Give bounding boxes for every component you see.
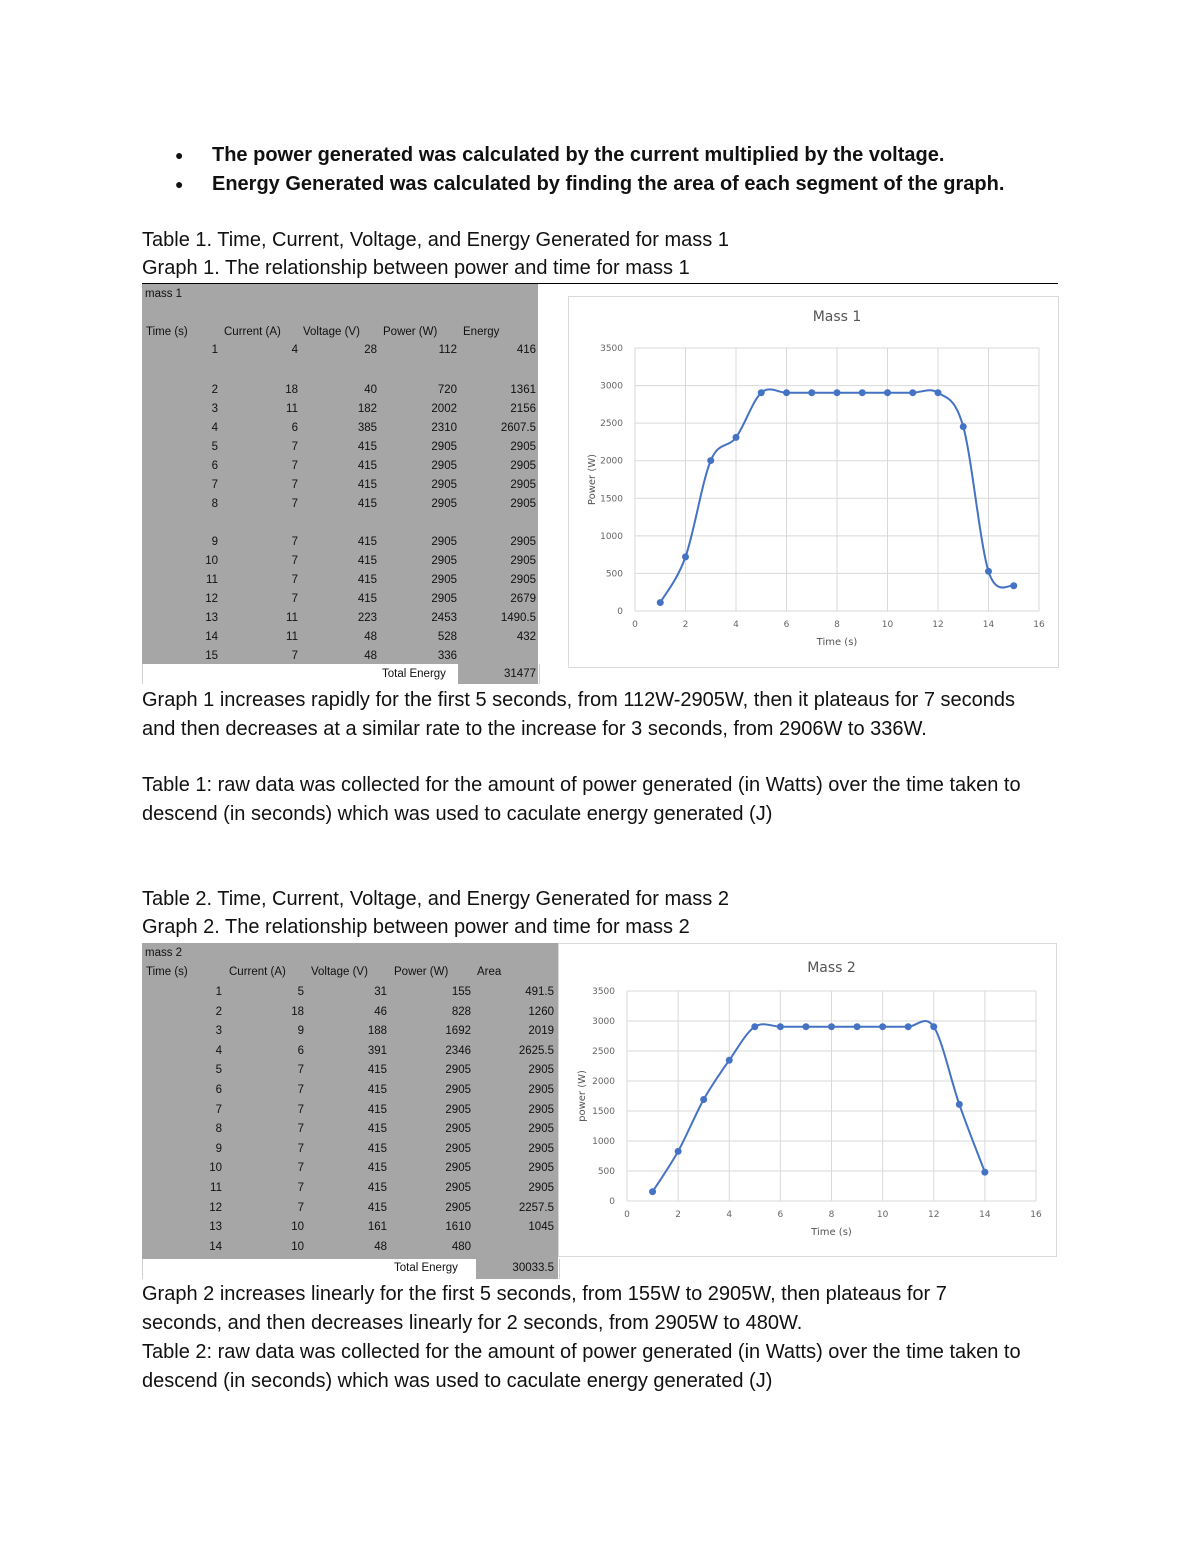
graph1-caption: Graph 1. The relationship between power and time for mass 1: [142, 257, 690, 279]
data-point: [808, 389, 815, 396]
table2-cell: 415: [367, 1084, 387, 1096]
table1-cell: 2905: [431, 460, 457, 472]
table2-cell: 7: [297, 1084, 304, 1096]
table2-cell: 2905: [528, 1142, 554, 1155]
table1-cell: 2905: [510, 460, 536, 472]
table2-cell: 7: [297, 1162, 304, 1175]
x-axis-label: Time (s): [816, 637, 858, 648]
table2-cell: 2625.5: [518, 1044, 554, 1057]
table1-cell: 13: [205, 612, 218, 624]
table2-cell: 10: [209, 1162, 222, 1175]
table2-cell: 480: [451, 1240, 471, 1253]
table2-cell: 415: [367, 1201, 387, 1214]
table2-cell: 2905: [528, 1123, 554, 1136]
table2-cell: 4: [215, 1044, 222, 1057]
table2-cell: 161: [367, 1221, 387, 1234]
table1-cell: 18: [285, 384, 298, 396]
data-point: [657, 599, 664, 606]
table2-cell: 10: [291, 1240, 304, 1253]
data-point: [884, 389, 891, 396]
table2-cell: 12: [209, 1201, 222, 1214]
table1-cell: 4: [291, 344, 298, 356]
data-point: [802, 1023, 809, 1030]
table2-cell: 10: [291, 1221, 304, 1234]
table2-cell: 2905: [445, 1103, 471, 1116]
x-tick-label: 6: [783, 620, 790, 630]
method-bullets: [175, 141, 1025, 199]
table1-header: Voltage (V): [303, 326, 360, 338]
data-point: [854, 1023, 861, 1030]
y-axis-label: Power (W): [587, 453, 598, 506]
table1-cell: 9: [211, 536, 218, 548]
table2-cell: 7: [297, 1201, 304, 1214]
x-tick-label: 12: [932, 620, 944, 630]
table1-cell: 2: [211, 384, 218, 396]
table1-cell: 8: [211, 498, 218, 510]
table1-cell: 2905: [510, 574, 536, 586]
y-tick-label: 2500: [592, 1047, 615, 1057]
table1-cell: 48: [364, 650, 377, 662]
data-point: [675, 1148, 682, 1155]
table1-cell: 6: [211, 460, 218, 472]
table1-header: Current (A): [224, 326, 281, 338]
data-point: [777, 1023, 784, 1030]
chart-title: Mass 1: [812, 309, 862, 325]
table1-cell: 2905: [431, 555, 457, 567]
data-point: [1010, 582, 1017, 589]
data-point: [905, 1023, 912, 1030]
table2-cell: 1: [215, 986, 222, 998]
table1-cell: 1490.5: [500, 612, 536, 624]
table2-cell: 13: [209, 1221, 222, 1234]
table2-cell: 2905: [445, 1123, 471, 1136]
series-line: [653, 1021, 985, 1192]
table2-cell: 2905: [445, 1064, 471, 1077]
table1-cell: 182: [357, 403, 377, 415]
table2-cell: 7: [215, 1103, 222, 1116]
table1-cell: 7: [291, 479, 298, 491]
data-point: [956, 1101, 963, 1108]
table1-cell: 416: [516, 344, 536, 356]
table1-cell: 385: [357, 422, 377, 434]
bullet-energy-method: ● Energy Generated was calculated by finding the area of each segment of the graph.: [175, 170, 1025, 199]
data-point: [707, 457, 714, 464]
table1-description: Table 1: raw data was collected for the amount of power generated (in Watts) over the time taken to descend (in seconds) which was used to caculate energy generated (J): [142, 774, 1021, 825]
table2-header: Voltage (V): [311, 966, 368, 978]
table2-cell: 18: [291, 1005, 304, 1018]
table1-cell: 7: [291, 593, 298, 605]
data-point: [726, 1057, 733, 1064]
y-tick-label: 3500: [592, 987, 615, 997]
table1-cell: 2310: [431, 422, 457, 434]
table2-cell: 7: [297, 1142, 304, 1155]
table1-cell: 28: [364, 344, 377, 356]
table2-title: mass 2: [145, 947, 183, 959]
table1-cell: 415: [357, 593, 377, 605]
y-tick-label: 1000: [592, 1137, 615, 1147]
table1-cell: 415: [357, 574, 377, 586]
chart2: [559, 944, 1056, 1256]
x-tick-label: 8: [834, 620, 840, 630]
x-tick-label: 8: [828, 1210, 835, 1220]
table2-cell: 415: [367, 1103, 387, 1116]
table1-caption: Table 1. Time, Current, Voltage, and Energy Generated for mass 1: [142, 229, 729, 251]
table1-cell: 2002: [431, 403, 457, 415]
data-point: [960, 423, 967, 430]
table2-cell: 9: [215, 1142, 222, 1155]
table1-header: Power (W): [383, 326, 438, 338]
table2-cell: 155: [451, 986, 471, 998]
table2-cell: 2346: [445, 1044, 471, 1057]
table1-cell: 11: [206, 574, 218, 586]
table2-cell: 188: [367, 1025, 387, 1038]
table1-cell: 415: [357, 555, 377, 567]
graph2-description: Graph 2 increases linearly for the first 5 seconds, from 155W to 2905W, then plateaus for 7 seconds, and then decreases linearly for 2 seconds, from 2905W to 480W.: [142, 1283, 947, 1334]
table2-cell: 1045: [528, 1221, 554, 1234]
table1-cell: 1361: [510, 384, 536, 396]
data-point: [783, 389, 790, 396]
table2-header: Area: [477, 966, 502, 978]
table2-cell: 2905: [528, 1064, 554, 1077]
table2-cell: 1692: [445, 1025, 471, 1038]
table1-cell: 40: [364, 384, 377, 396]
table1-cell: 415: [357, 536, 377, 548]
table2-cell: 7: [297, 1123, 304, 1136]
table2-cell: 5: [297, 986, 304, 998]
y-tick-label: 2000: [592, 1077, 615, 1087]
data-point: [733, 434, 740, 441]
table1-cell: 2679: [510, 593, 536, 605]
table1-cell: 2905: [431, 536, 457, 548]
table2-cell: 46: [374, 1005, 387, 1018]
table2-header: Time (s): [146, 966, 188, 978]
table1-cell: 2156: [510, 403, 536, 415]
table2-cell: 2905: [445, 1201, 471, 1214]
x-tick-label: 14: [979, 1210, 991, 1220]
table2-cell: 415: [367, 1162, 387, 1175]
table1-cell: 7: [291, 441, 298, 453]
table2-cell: 11: [210, 1182, 222, 1194]
x-tick-label: 2: [682, 620, 689, 630]
x-tick-label: 10: [881, 620, 894, 630]
table1-cell: 112: [438, 344, 457, 356]
table1-title: mass 1: [145, 288, 183, 300]
table1-cell: 11: [286, 403, 298, 415]
data-point: [828, 1023, 835, 1030]
x-tick-label: 16: [1033, 620, 1045, 630]
table2-cell: 48: [374, 1240, 387, 1253]
table1-cell: 7: [291, 460, 298, 472]
table1-cell: 5: [211, 441, 218, 453]
chart1-frame: [568, 296, 1059, 668]
table1-cell: 12: [205, 593, 218, 605]
table1-cell: 336: [437, 650, 457, 662]
table1-header: Time (s): [146, 326, 188, 338]
table2-cell: 3: [215, 1025, 222, 1038]
table2-cell: 31: [374, 986, 387, 998]
table2-cell: 2905: [528, 1103, 554, 1116]
graph2-caption: Graph 2. The relationship between power and time for mass 2: [142, 916, 690, 938]
table2-cell: 7: [297, 1182, 304, 1194]
data-point: [981, 1169, 988, 1176]
table1-cell: 10: [205, 555, 218, 567]
table1-cell: 14: [205, 631, 218, 643]
table2-cell: 7: [297, 1103, 304, 1116]
table2-total-label: Total Energy: [394, 1262, 458, 1274]
table1-cell: 15: [205, 650, 218, 662]
data-point: [985, 568, 992, 575]
table2-description: Table 2: raw data was collected for the amount of power generated (in Watts) over the time taken to descend (in seconds) which was used to caculate energy generated (J): [142, 1341, 1021, 1392]
x-tick-label: 0: [632, 620, 638, 630]
y-tick-label: 500: [605, 569, 623, 580]
table1-cell: 2905: [431, 593, 457, 605]
table2-cell: 2: [215, 1005, 222, 1018]
table1-cell: 223: [357, 612, 377, 624]
y-tick-label: 1500: [600, 494, 623, 505]
y-tick-label: 3000: [600, 381, 623, 392]
table1-cell: 2905: [510, 479, 536, 491]
table1-cell: 528: [437, 631, 457, 643]
x-axis-label: Time (s): [811, 1227, 852, 1238]
table2-cell: 2019: [528, 1025, 554, 1038]
table1-cell: 1: [211, 344, 218, 356]
table2-header: Current (A): [229, 966, 286, 978]
bullet-power-method: ● The power generated was calculated by the current multiplied by the voltage.: [175, 141, 1025, 170]
data-point: [909, 389, 916, 396]
table1-cell: 2905: [510, 498, 536, 510]
table2-cell: 6: [297, 1044, 304, 1057]
data-point: [930, 1023, 937, 1030]
data-point: [700, 1096, 707, 1103]
y-tick-label: 2500: [600, 419, 623, 430]
table1-cell: 2905: [431, 574, 457, 586]
table1-cell: 7: [291, 498, 298, 510]
x-tick-label: 6: [777, 1210, 784, 1220]
table1-cell: 2905: [510, 536, 536, 548]
table1-cell: 2453: [431, 612, 457, 624]
table1-cell: 720: [437, 384, 457, 396]
table1-cell: 415: [357, 479, 377, 491]
table1-cell: 6: [291, 422, 298, 434]
y-tick-label: 3500: [600, 344, 623, 354]
y-tick-label: 1000: [600, 531, 623, 542]
y-tick-label: 1500: [592, 1107, 615, 1117]
table2-cell: 415: [367, 1123, 387, 1136]
x-tick-label: 0: [624, 1210, 630, 1220]
table2-caption: Table 2. Time, Current, Voltage, and Energy Generated for mass 2: [142, 888, 729, 910]
x-tick-label: 2: [675, 1210, 681, 1220]
table1-cell: 7: [291, 650, 298, 662]
chart-title: Mass 2: [807, 960, 856, 976]
table1-cell: 2905: [431, 498, 457, 510]
y-tick-label: 0: [617, 607, 623, 617]
table1-cell: 7: [211, 479, 218, 491]
y-tick-label: 500: [597, 1167, 615, 1177]
table2-cell: 415: [367, 1064, 387, 1077]
y-tick-label: 3000: [592, 1017, 615, 1027]
table2-total-value: 30033.5: [512, 1262, 554, 1274]
y-tick-label: 0: [609, 1197, 615, 1207]
table1-cell: 415: [357, 460, 377, 472]
data-point: [834, 389, 841, 396]
data-point: [751, 1023, 758, 1030]
table2-cell: 2905: [528, 1182, 554, 1194]
x-tick-label: 14: [982, 620, 995, 630]
table2-cell: 2905: [528, 1084, 554, 1096]
data-point: [859, 389, 866, 396]
table1-cell: 415: [357, 498, 377, 510]
y-tick-label: 2000: [600, 456, 623, 467]
data-point: [935, 389, 942, 396]
data-point: [879, 1023, 886, 1030]
x-tick-label: 16: [1030, 1210, 1042, 1220]
table1-cell: 4: [211, 422, 218, 434]
table2-cell: 2905: [445, 1142, 471, 1155]
chart2-frame: [558, 943, 1057, 1257]
table2-cell: 9: [297, 1025, 304, 1038]
table2-cell: 2905: [528, 1162, 554, 1175]
table2-cell: 5: [215, 1064, 222, 1077]
table2-cell: 14: [209, 1240, 222, 1253]
data-point: [758, 389, 765, 396]
table2-cell: 2905: [445, 1084, 471, 1096]
table2-cell: 828: [451, 1005, 471, 1018]
table1-cell: 2607.5: [500, 422, 536, 434]
table2-cell: 8: [215, 1123, 222, 1136]
table1-cell: 432: [516, 631, 536, 643]
table1-cell: 7: [291, 555, 298, 567]
x-tick-label: 4: [733, 620, 739, 630]
data-point: [682, 553, 689, 560]
data-point: [649, 1188, 656, 1195]
table1-cell: 11: [286, 631, 298, 643]
table1-cell: 2905: [431, 479, 457, 491]
table2-cell: 415: [367, 1142, 387, 1155]
table1-cell: 3: [211, 403, 218, 415]
table1-cell: 7: [291, 536, 298, 548]
table2-cell: 2905: [445, 1162, 471, 1175]
table1-sheet: [142, 284, 538, 664]
table1-cell: 7: [291, 574, 298, 586]
table2-cell: 1260: [528, 1005, 554, 1018]
graph1-description: Graph 1 increases rapidly for the first 5 seconds, from 112W-2905W, then it plateaus for 7 seconds and then decreases at a similar rate to the increase for 3 seconds, from 2906W to 336W.: [142, 689, 1016, 740]
table2-cell: 6: [215, 1084, 222, 1096]
table2-header: Power (W): [394, 966, 449, 978]
x-tick-label: 4: [726, 1210, 733, 1220]
table2-cell: 2905: [445, 1182, 471, 1194]
table2-cell: 7: [297, 1064, 304, 1077]
table1-total-label: Total Energy: [382, 668, 446, 680]
table1-cell: 2905: [510, 555, 536, 567]
table2-cell: 391: [367, 1044, 387, 1057]
table2-cell: 491.5: [525, 986, 554, 998]
table1-cell: 11: [286, 612, 298, 624]
table2-cell: 1610: [445, 1221, 471, 1234]
table1-cell: 48: [364, 631, 377, 643]
x-tick-label: 10: [876, 1210, 889, 1220]
table2-cell: 415: [367, 1182, 387, 1194]
table1-cell: 2905: [510, 441, 536, 453]
table1-cell: 415: [357, 441, 377, 453]
table1-header: Energy: [463, 326, 500, 338]
table2-cell: 2257.5: [518, 1201, 554, 1214]
table1-total-value: 31477: [504, 668, 536, 680]
table1-cell: 2905: [431, 441, 457, 453]
x-tick-label: 12: [928, 1210, 940, 1220]
y-axis-label: power (W): [577, 1070, 588, 1122]
chart1: [569, 297, 1058, 667]
